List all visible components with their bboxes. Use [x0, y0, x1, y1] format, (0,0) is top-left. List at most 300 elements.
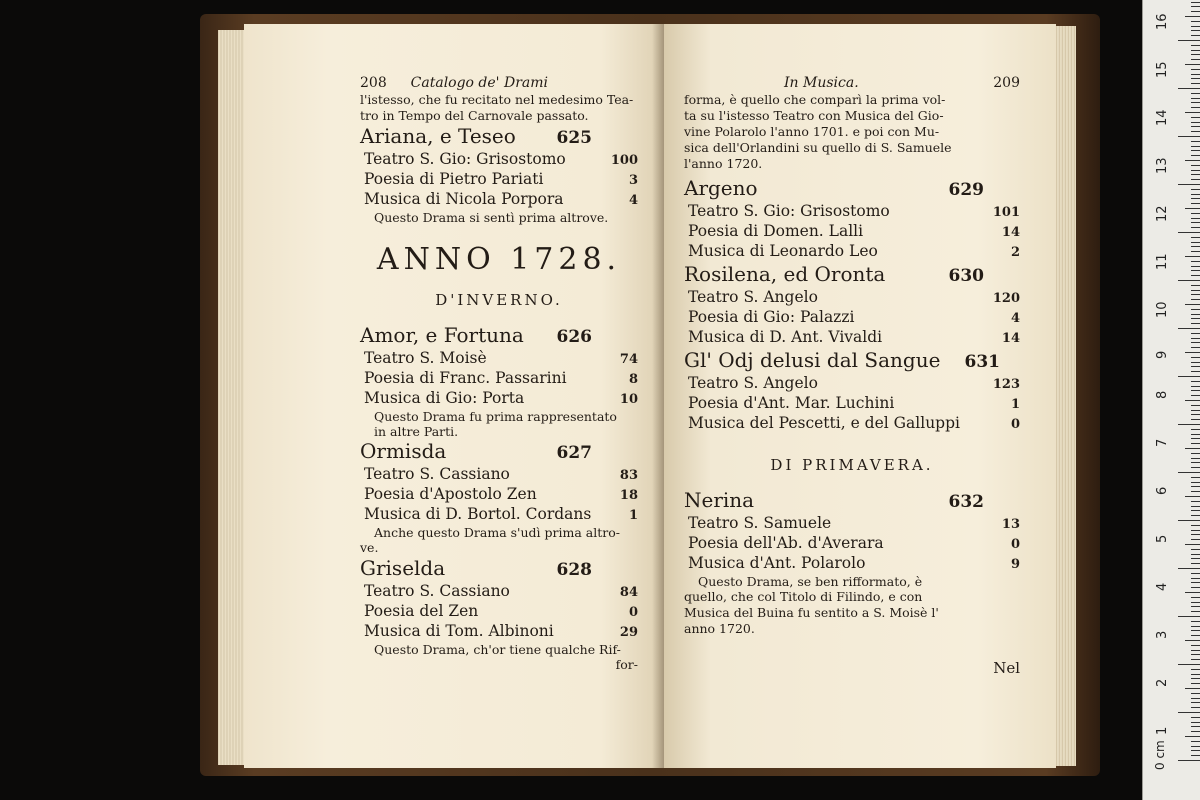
- ruler-tick: [1191, 122, 1200, 123]
- entry-line: [684, 394, 1020, 414]
- ruler-tick: [1191, 126, 1200, 127]
- ruler-label: 11: [1155, 253, 1170, 270]
- ruler-tick: [1178, 136, 1200, 137]
- entry-number: 627: [556, 443, 592, 463]
- ruler-tick: [1191, 606, 1200, 607]
- page-number: 209: [993, 75, 1020, 91]
- title-text: Griselda: [360, 556, 446, 580]
- note-line: Questo Drama, se ben rifformato, è: [698, 574, 923, 589]
- ruler-tick: [1185, 448, 1200, 449]
- ruler-tick: [1191, 630, 1200, 631]
- ruler-tick: [1191, 611, 1200, 612]
- note-line: in altre Parti.: [374, 424, 459, 439]
- ruler-label: 4: [1155, 582, 1170, 591]
- ruler-tick: [1191, 45, 1200, 46]
- intro-line: sica dell'Orlandini su quello di S. Samuele: [684, 140, 952, 155]
- note-line: ve.: [360, 540, 379, 555]
- ruler-tick: [1185, 208, 1200, 209]
- entry-number: 632: [948, 492, 984, 512]
- line-text: Teatro S. Angelo: [688, 374, 818, 392]
- entry-number: 626: [556, 327, 592, 347]
- left-page: [244, 24, 664, 768]
- entry-number: 630: [948, 266, 984, 286]
- intro-line: l'istesso, che fu recitato nel medesimo Tea-: [360, 92, 634, 107]
- entry-line: [360, 150, 638, 170]
- ruler-tick: [1185, 16, 1200, 17]
- ruler-tick: [1185, 64, 1200, 65]
- ruler-tick: [1191, 174, 1200, 175]
- ruler-tick: [1191, 314, 1200, 315]
- entry-number: 628: [556, 560, 592, 580]
- ruler-tick: [1191, 333, 1200, 334]
- ruler-tick: [1191, 539, 1200, 540]
- entry-title: [360, 556, 638, 582]
- ruler-tick: [1191, 266, 1200, 267]
- intro-line: ta su l'istesso Teatro con Musica del Gio-: [684, 108, 944, 123]
- ruler-tick: [1191, 458, 1200, 459]
- ruler-tick: [1191, 222, 1200, 223]
- left-page-header: [360, 74, 638, 92]
- intro-line: vine Polarolo l'anno 1701. e poi con Mu-: [684, 124, 940, 139]
- line-text: Musica di Nicola Porpora: [364, 190, 564, 208]
- line-text: Teatro S. Angelo: [688, 288, 818, 306]
- line-number: 1: [1010, 397, 1020, 412]
- ruler-tick: [1191, 755, 1200, 756]
- ruler-tick: [1191, 218, 1200, 219]
- line-text: Poesia del Zen: [364, 602, 479, 620]
- ruler-tick: [1178, 232, 1200, 233]
- ruler-tick: [1191, 50, 1200, 51]
- ruler-tick: [1191, 486, 1200, 487]
- ruler-label: 8: [1155, 390, 1170, 399]
- ruler-tick: [1191, 309, 1200, 310]
- line-number: 0: [1010, 417, 1020, 432]
- ruler-tick: [1191, 381, 1200, 382]
- ruler-tick: [1191, 294, 1200, 295]
- ruler-tick: [1191, 213, 1200, 214]
- ruler-tick: [1178, 472, 1200, 473]
- ruler-tick: [1191, 414, 1200, 415]
- intro-line: tro in Tempo del Carnovale passato.: [360, 108, 589, 123]
- ruler-label: 5: [1155, 534, 1170, 543]
- ruler-tick: [1191, 410, 1200, 411]
- entry-line: [360, 602, 638, 622]
- ruler-tick: [1191, 654, 1200, 655]
- ruler-tick: [1191, 275, 1200, 276]
- ruler-tick: [1191, 366, 1200, 367]
- ruler-tick: [1191, 150, 1200, 151]
- entry-title: [360, 323, 638, 349]
- entry-line: [684, 242, 1020, 262]
- note-line: Musica del Buina fu sentito a S. Moisè l': [684, 605, 939, 620]
- title-text: Rosilena, ed Oronta: [684, 262, 886, 286]
- ruler-tick: [1185, 544, 1200, 545]
- ruler-tick: [1191, 203, 1200, 204]
- ruler-tick: [1178, 616, 1200, 617]
- ruler-tick: [1191, 722, 1200, 723]
- line-number: 0: [1010, 537, 1020, 552]
- entry-line: [684, 202, 1020, 222]
- note-line: Anche questo Drama s'udì prima altro-: [374, 525, 620, 540]
- title-text: Ormisda: [360, 439, 447, 463]
- line-number: 14: [1001, 331, 1020, 346]
- line-number: 1: [628, 508, 638, 523]
- ruler-tick: [1185, 640, 1200, 641]
- intro-line: l'anno 1720.: [684, 156, 763, 171]
- ruler-tick: [1191, 534, 1200, 535]
- ruler-tick: [1191, 362, 1200, 363]
- entry-title: [360, 439, 638, 465]
- ruler-tick: [1191, 645, 1200, 646]
- ruler-tick: [1191, 731, 1200, 732]
- line-text: Teatro S. Samuele: [688, 514, 832, 532]
- ruler-tick: [1185, 688, 1200, 689]
- ruler-tick: [1191, 506, 1200, 507]
- ruler-tick: [1191, 746, 1200, 747]
- line-text: Teatro S. Cassiano: [364, 582, 510, 600]
- ruler-tick: [1191, 558, 1200, 559]
- ruler-tick: [1191, 626, 1200, 627]
- entry-line: [360, 170, 638, 190]
- line-text: Teatro S. Gio: Grisostomo: [688, 202, 890, 220]
- ruler-tick: [1191, 59, 1200, 60]
- ruler-tick: [1191, 707, 1200, 708]
- ruler-tick: [1191, 659, 1200, 660]
- measuring-ruler: [1142, 0, 1200, 800]
- line-text: Poesia di Pietro Pariati: [364, 170, 544, 188]
- line-text: Musica di D. Bortol. Cordans: [364, 505, 592, 523]
- ruler-tick: [1191, 678, 1200, 679]
- ruler-tick: [1178, 760, 1200, 761]
- entry-number: 631: [964, 352, 1000, 372]
- ruler-label: 1: [1155, 726, 1170, 735]
- note-line: quello, che col Titolo di Filindo, e con: [684, 589, 923, 604]
- line-number: 13: [1001, 517, 1020, 532]
- ruler-tick: [1191, 390, 1200, 391]
- line-text: Poesia di Franc. Passarini: [364, 369, 567, 387]
- entry-line: [360, 465, 638, 485]
- ruler-tick: [1191, 338, 1200, 339]
- entry-line: [684, 414, 1020, 434]
- ruler-tick: [1191, 165, 1200, 166]
- ruler-tick: [1191, 443, 1200, 444]
- ruler-tick: [1178, 520, 1200, 521]
- ruler-label: 7: [1155, 438, 1170, 447]
- entry-title: [684, 348, 1020, 374]
- line-text: Musica di Tom. Albinoni: [364, 622, 554, 640]
- entry-title: [684, 176, 1020, 202]
- ruler-tick: [1191, 602, 1200, 603]
- note-line: anno 1720.: [684, 621, 755, 636]
- ruler-tick: [1191, 635, 1200, 636]
- ruler-tick: [1191, 491, 1200, 492]
- ruler-tick: [1191, 582, 1200, 583]
- ruler-tick: [1191, 74, 1200, 75]
- ruler-tick: [1191, 242, 1200, 243]
- ruler-tick: [1191, 698, 1200, 699]
- line-number: 123: [992, 377, 1020, 392]
- ruler-tick: [1191, 573, 1200, 574]
- entry-line: [684, 308, 1020, 328]
- ruler-tick: [1191, 30, 1200, 31]
- ruler-tick: [1191, 26, 1200, 27]
- ruler-tick: [1191, 650, 1200, 651]
- line-number: 83: [619, 468, 638, 483]
- ruler-tick: [1191, 131, 1200, 132]
- ruler-tick: [1191, 717, 1200, 718]
- line-number: 10: [619, 392, 638, 407]
- year-heading: ANNO 1728.: [376, 242, 622, 277]
- line-number: 0: [628, 605, 638, 620]
- line-number: 4: [628, 193, 638, 208]
- entry-line: [684, 328, 1020, 348]
- ruler-tick: [1191, 386, 1200, 387]
- line-text: Poesia dell'Ab. d'Averara: [688, 534, 884, 552]
- entry-number: 625: [556, 128, 592, 148]
- ruler-label: 6: [1155, 486, 1170, 495]
- entry-title: [360, 124, 638, 150]
- title-text: Amor, e Fortuna: [360, 323, 524, 347]
- entry-title: [684, 262, 1020, 288]
- ruler-tick: [1191, 621, 1200, 622]
- season-heading: DI PRIMAVERA.: [770, 456, 934, 474]
- ruler-tick: [1178, 88, 1200, 89]
- ruler-tick: [1178, 184, 1200, 185]
- ruler-tick: [1178, 328, 1200, 329]
- line-number: 4: [1010, 311, 1020, 326]
- line-text: Musica del Pescetti, e del Galluppi: [688, 414, 960, 432]
- note-line: Questo Drama, ch'or tiene qualche Rif-: [374, 642, 621, 657]
- ruler-label: 15: [1155, 61, 1170, 78]
- entry-line: [360, 190, 638, 210]
- ruler-tick: [1191, 102, 1200, 103]
- ruler-tick: [1178, 664, 1200, 665]
- ruler-tick: [1191, 429, 1200, 430]
- note-line: Questo Drama si sentì prima altrove.: [374, 210, 609, 225]
- line-number: 3: [628, 173, 638, 188]
- line-text: Musica d'Ant. Polarolo: [688, 554, 866, 572]
- ruler-tick: [1191, 69, 1200, 70]
- ruler-tick: [1191, 395, 1200, 396]
- line-number: 18: [619, 488, 638, 503]
- line-number: 101: [992, 205, 1020, 220]
- ruler-tick: [1191, 467, 1200, 468]
- ruler-tick: [1185, 496, 1200, 497]
- line-text: Poesia di Gio: Palazzi: [688, 308, 855, 326]
- ruler-tick: [1191, 357, 1200, 358]
- ruler-tick: [1191, 554, 1200, 555]
- ruler-tick: [1191, 453, 1200, 454]
- ruler-tick: [1185, 160, 1200, 161]
- ruler-tick: [1191, 750, 1200, 751]
- title-text: Argeno: [684, 176, 758, 200]
- line-text: Teatro S. Moisè: [364, 349, 487, 367]
- line-text: Poesia d'Apostolo Zen: [364, 485, 537, 503]
- ruler-tick: [1191, 669, 1200, 670]
- ruler-tick: [1191, 194, 1200, 195]
- entry-line: [360, 582, 638, 602]
- ruler-tick: [1191, 371, 1200, 372]
- running-head: In Musica.: [784, 75, 859, 91]
- ruler-tick: [1191, 21, 1200, 22]
- entry-line: [360, 349, 638, 369]
- ruler-tick: [1191, 227, 1200, 228]
- ruler-tick: [1191, 578, 1200, 579]
- ruler-tick: [1191, 510, 1200, 511]
- line-number: 8: [628, 372, 638, 387]
- ruler-tick: [1185, 352, 1200, 353]
- ruler-tick: [1185, 112, 1200, 113]
- title-text: Ariana, e Teseo: [360, 124, 516, 148]
- ruler-label: 16: [1155, 13, 1170, 30]
- ruler-tick: [1191, 434, 1200, 435]
- ruler-label: 3: [1155, 630, 1170, 639]
- entry-line: [684, 222, 1020, 242]
- ruler-tick: [1191, 290, 1200, 291]
- ruler-tick: [1191, 597, 1200, 598]
- ruler-tick: [1185, 256, 1200, 257]
- entry-line: [684, 288, 1020, 308]
- entry-line: [360, 622, 638, 642]
- ruler-tick: [1191, 515, 1200, 516]
- title-text: Nerina: [684, 488, 755, 512]
- line-number: 74: [619, 352, 638, 367]
- ruler-tick: [1191, 6, 1200, 7]
- ruler-tick: [1191, 347, 1200, 348]
- ruler-tick: [1191, 93, 1200, 94]
- ruler-tick: [1191, 246, 1200, 247]
- ruler-label: 9: [1155, 350, 1170, 359]
- ruler-tick: [1191, 78, 1200, 79]
- ruler-tick: [1178, 712, 1200, 713]
- running-head: Catalogo de' Drami: [410, 75, 548, 91]
- ruler-tick: [1191, 530, 1200, 531]
- ruler-label: 14: [1155, 109, 1170, 126]
- ruler-tick: [1178, 376, 1200, 377]
- entry-line: [360, 369, 638, 389]
- ruler-tick: [1191, 198, 1200, 199]
- ruler-tick: [1191, 482, 1200, 483]
- ruler-tick: [1191, 141, 1200, 142]
- ruler-tick: [1191, 674, 1200, 675]
- ruler-tick: [1191, 563, 1200, 564]
- entry-line: [360, 505, 638, 525]
- ruler-tick: [1191, 54, 1200, 55]
- ruler-tick: [1185, 592, 1200, 593]
- line-number: 29: [619, 625, 638, 640]
- line-text: Teatro S. Cassiano: [364, 465, 510, 483]
- line-number: 2: [1010, 245, 1020, 260]
- ruler-tick: [1191, 741, 1200, 742]
- ruler-tick: [1191, 35, 1200, 36]
- ruler-tick: [1191, 501, 1200, 502]
- ruler-tick: [1191, 549, 1200, 550]
- ruler-label: 2: [1155, 678, 1170, 687]
- ruler-tick: [1191, 83, 1200, 84]
- ruler-tick: [1191, 189, 1200, 190]
- ruler-tick: [1191, 2, 1200, 3]
- right-page: [664, 24, 1056, 768]
- ruler-tick: [1191, 299, 1200, 300]
- ruler-tick: [1191, 318, 1200, 319]
- title-text: Gl' Odj delusi dal Sangue: [684, 348, 941, 372]
- ruler-tick: [1191, 405, 1200, 406]
- ruler-tick: [1191, 693, 1200, 694]
- ruler-tick: [1191, 237, 1200, 238]
- line-number: 14: [1001, 225, 1020, 240]
- catchword: for-: [615, 657, 638, 672]
- entry-number: 629: [948, 180, 984, 200]
- ruler-tick: [1185, 400, 1200, 401]
- line-text: Musica di Gio: Porta: [364, 389, 525, 407]
- ruler-tick: [1191, 270, 1200, 271]
- ruler-tick: [1185, 304, 1200, 305]
- ruler-label: 10: [1155, 301, 1170, 318]
- intro-line: forma, è quello che comparì la prima vol-: [684, 92, 946, 107]
- ruler-tick: [1191, 462, 1200, 463]
- note-line: Questo Drama fu prima rappresentato: [374, 409, 617, 424]
- ruler-tick: [1191, 11, 1200, 12]
- entry-line: [684, 374, 1020, 394]
- entry-line: [684, 514, 1020, 534]
- ruler-tick: [1191, 251, 1200, 252]
- ruler-tick: [1191, 342, 1200, 343]
- ruler-tick: [1191, 726, 1200, 727]
- entry-title: [684, 488, 1020, 514]
- line-number: 120: [992, 291, 1020, 306]
- ruler-tick: [1191, 179, 1200, 180]
- entry-line: [684, 534, 1020, 554]
- ruler-label: 12: [1155, 205, 1170, 222]
- line-text: Musica di Leonardo Leo: [688, 242, 878, 260]
- ruler-tick: [1191, 702, 1200, 703]
- ruler-tick: [1191, 261, 1200, 262]
- ruler-tick: [1191, 146, 1200, 147]
- ruler-tick: [1191, 107, 1200, 108]
- ruler-tick: [1191, 587, 1200, 588]
- entry-line: [360, 389, 638, 409]
- ruler-tick: [1178, 40, 1200, 41]
- catchword: Nel: [993, 659, 1020, 677]
- line-text: Poesia di Domen. Lalli: [688, 222, 864, 240]
- entry-line: [360, 485, 638, 505]
- line-number: 9: [1010, 557, 1020, 572]
- line-text: Teatro S. Gio: Grisostomo: [364, 150, 566, 168]
- ruler-tick: [1191, 98, 1200, 99]
- ruler-tick: [1191, 155, 1200, 156]
- ruler-tick: [1191, 438, 1200, 439]
- ruler-tick: [1178, 280, 1200, 281]
- ruler-tick: [1191, 525, 1200, 526]
- ruler-tick: [1191, 170, 1200, 171]
- entry-line: [684, 554, 1020, 574]
- ruler-label: 13: [1155, 157, 1170, 174]
- line-number: 84: [619, 585, 638, 600]
- ruler-tick: [1191, 323, 1200, 324]
- page-number: 208: [360, 75, 387, 91]
- line-number: 100: [610, 153, 638, 168]
- ruler-tick: [1178, 568, 1200, 569]
- line-text: Musica di D. Ant. Vivaldi: [688, 328, 883, 346]
- ruler-tick: [1191, 477, 1200, 478]
- season-heading: D'INVERNO.: [435, 291, 563, 309]
- ruler-tick: [1191, 419, 1200, 420]
- ruler-tick: [1185, 736, 1200, 737]
- ruler-unit: 0 cm: [1153, 740, 1167, 770]
- line-text: Poesia d'Ant. Mar. Luchini: [688, 394, 895, 412]
- ruler-tick: [1191, 285, 1200, 286]
- ruler-tick: [1191, 117, 1200, 118]
